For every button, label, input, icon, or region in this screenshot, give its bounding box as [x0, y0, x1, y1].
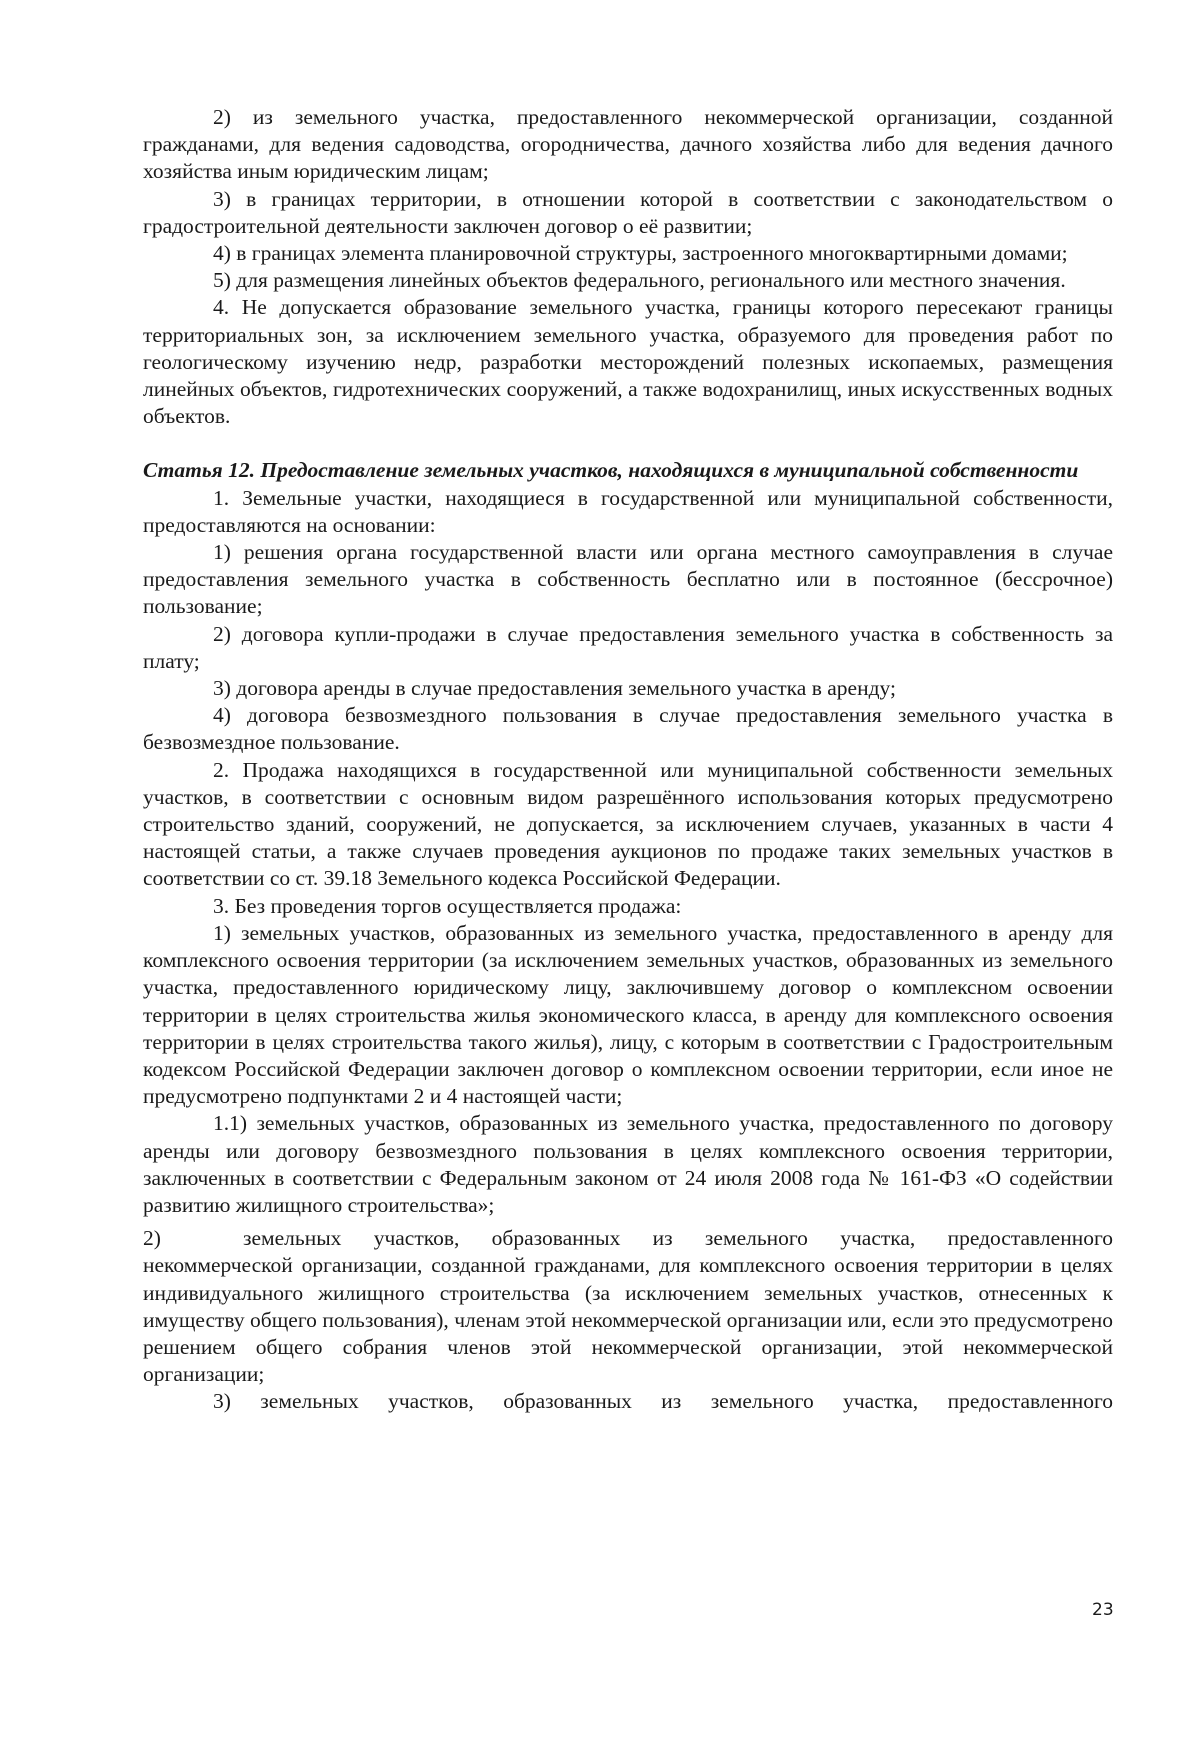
paragraph-item-5: 5) для размещения линейных объектов федерального, регионального или местного значения. [213, 268, 1066, 293]
article-sale-item-2-rest: некоммерческой организации, созданной гражданами, для комплексного освоения территории в целях индивидуального жилищного строительства (за исключением земельных участков, отнесенных к имуществу общего пользования), членам этой некоммерческой организации или, если это предусмотрено решением общего собрания членов этой некоммерческой организации, этой некоммерческой организации; [143, 1253, 1113, 1387]
article-sale-item-3: 3) земельных участков, образованных из земельного участка, предоставленного [213, 1389, 1113, 1414]
article-paragraph-3: 3. Без проведения торгов осуществляется продажа: [213, 893, 682, 918]
article-sale-item-2-number: 2) [143, 1226, 161, 1251]
page-number: 23 [1092, 1600, 1114, 1620]
article-paragraph-1: 1. Земельные участки, находящиеся в государственной или муниципальной собственности, предоставляются на основании: [143, 485, 1113, 537]
article-sale-item-2 [143, 1225, 1113, 1388]
paragraph-part-4: 4. Не допускается образование земельного участка, границы которого пересекают границы территориальных зон, за исключением земельного участка, образуемого для проведения работ по геологическому изучению недр, разработки месторождений полезных ископаемых, размещения линейных объектов, гидротехнических сооружений, а также водохранилищ, иных искусственных водных объектов. [143, 295, 1113, 429]
article-subitem-1: 1) решения органа государственной власти или органа местного самоуправления в случае предоставления земельного участка в собственность бесплатно или в постоянное (бессрочное) пользование; [143, 540, 1113, 619]
paragraph-item-3: 3) в границах территории, в отношении которой в соответствии с законодательством о градостроительной деятельности заключен договор о её развитии; [143, 186, 1113, 238]
paragraph-item-4: 4) в границах элемента планировочной структуры, застроенного многоквартирными домами; [213, 241, 1068, 266]
article-subitem-3: 3) договора аренды в случае предоставления земельного участка в аренду; [213, 676, 896, 701]
article-sale-item-1-1: 1.1) земельных участков, образованных из земельного участка, предоставленного по договору аренды или договору безвозмездного пользования в целях комплексного освоения территории, заключенных в соответствии с Федеральным законом от 24 июля 2008 года № 161-ФЗ «О содействии развитию жилищного строительства»; [143, 1111, 1113, 1217]
article-subitem-2: 2) договора купли-продажи в случае предоставления земельного участка в собственность за плату; [143, 621, 1113, 673]
document-page [143, 104, 1113, 1416]
article-heading: Статья 12. Предоставление земельных участков, находящихся в муниципальной собственности [143, 458, 1079, 483]
article-sale-item-1: 1) земельных участков, образованных из земельного участка, предоставленного в аренду для комплексного освоения территории (за исключением земельных участков, образованных из земельного участка, предоставленного юридическому лицу, заключившему договор о комплексном освоении территории в целях строительства жилья экономического класса, в аренду для комплексного освоения территории в целях строительства такого жилья), лицу, с которым в соответствии с Градостроительным кодексом Российской Федерации заключен договор о комплексном освоении территории, если иное не предусмотрено подпунктами 2 и 4 настоящей части; [143, 920, 1113, 1109]
article-sale-item-2-first-text: земельных участков, образованных из земельного участка, предоставленного [243, 1226, 1113, 1251]
article-paragraph-2: 2. Продажа находящихся в государственной или муниципальной собственности земельных участков, в соответствии с основным видом разрешённого использования которых предусмотрено строительство зданий, сооружений, не допускается, за исключением случаев, указанных в части 4 настоящей статьи, а также случаев проведения аукционов по продаже таких земельных участков в соответствии со ст. 39.18 Земельного кодекса Российской Федерации. [143, 757, 1113, 891]
article-sale-item-2-first-line [143, 1225, 1113, 1252]
article-subitem-4: 4) договора безвозмездного пользования в случае предоставления земельного участка в безвозмездное пользование. [143, 703, 1113, 755]
paragraph-item-2: 2) из земельного участка, предоставленного некоммерческой организации, созданной гражданами, для ведения садоводства, огородничества, дачного хозяйства либо для ведения дачного хозяйства иным юридическим лицам; [143, 105, 1113, 184]
